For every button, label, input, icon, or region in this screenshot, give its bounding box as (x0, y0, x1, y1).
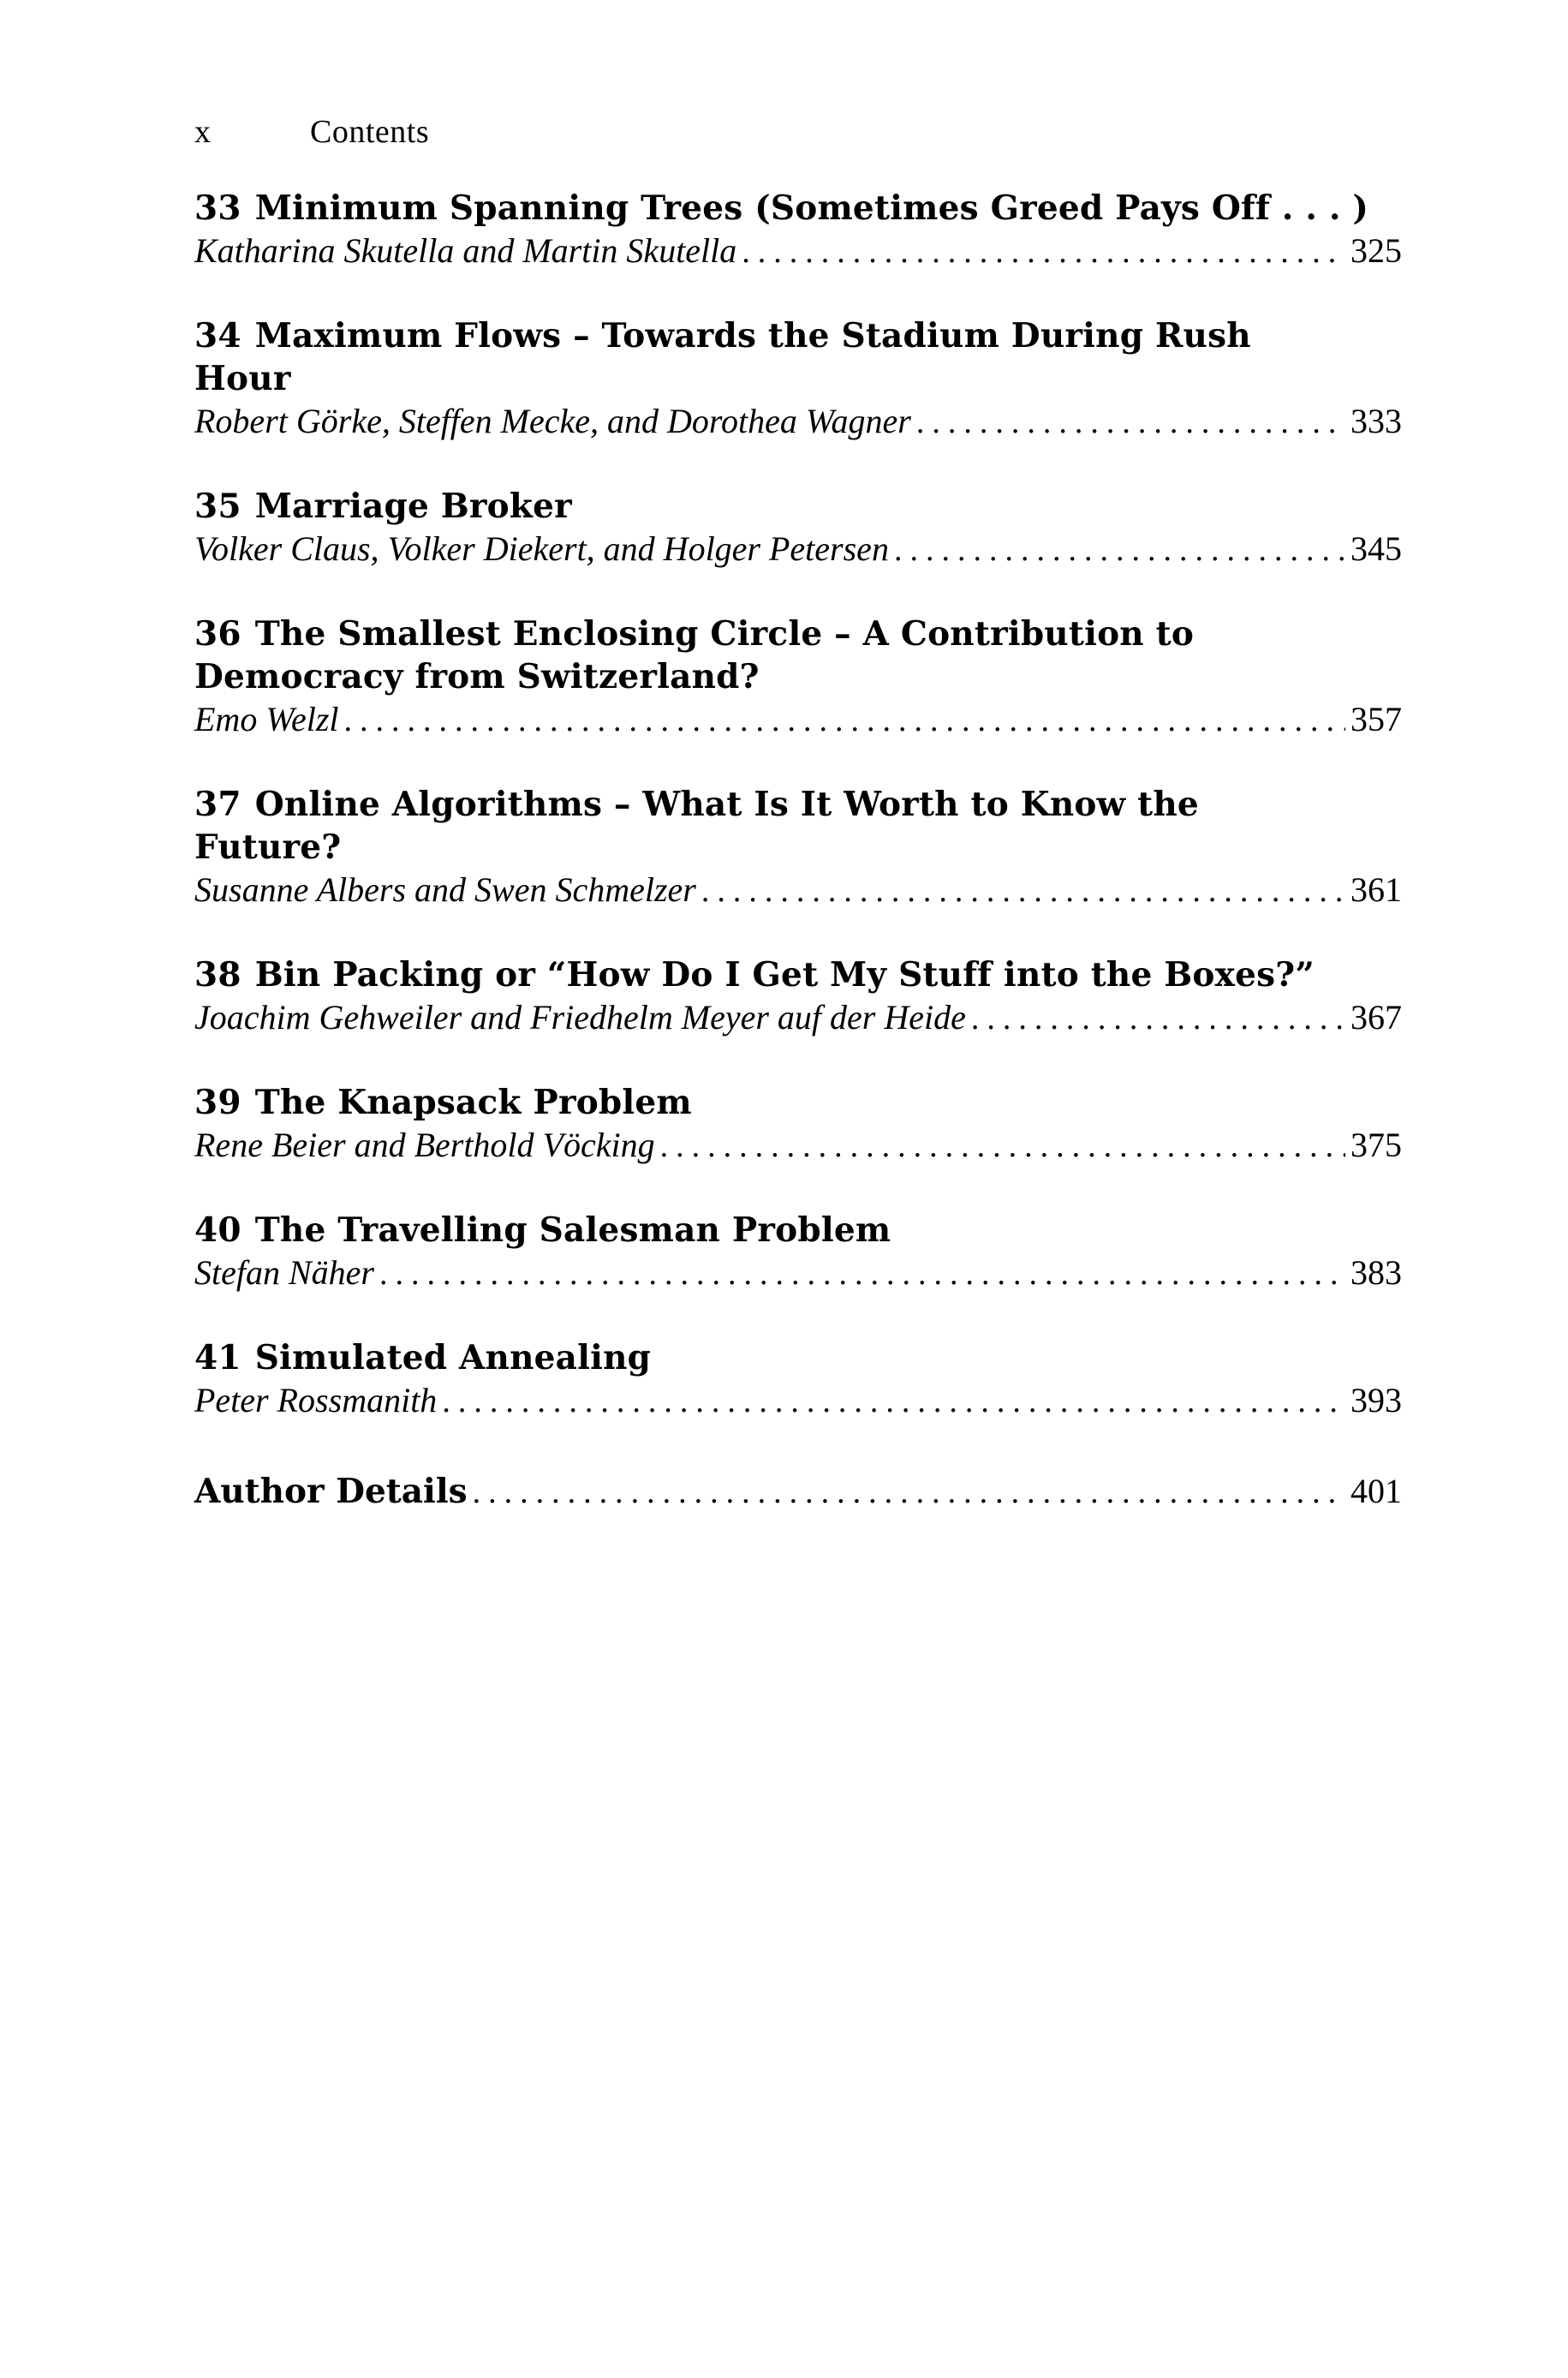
running-head-section: Contents (310, 114, 430, 150)
toc-entry-36 (194, 612, 1402, 742)
chapter-authors: Joachim Gehweiler and Friedhelm Meyer auf der Heide (194, 998, 966, 1037)
chapter-title (194, 187, 1402, 230)
chapter-title (194, 1081, 1402, 1124)
chapter-authors: Peter Rossmanith (194, 1381, 438, 1419)
dot-leader (442, 1380, 1345, 1423)
chapter-page-number: 333 (1350, 402, 1402, 440)
chapter-number: 35 (194, 487, 241, 526)
chapter-number: 38 (194, 955, 241, 995)
chapter-page-number: 357 (1350, 700, 1402, 738)
chapter-authors: Volker Claus, Volker Diekert, and Holger Petersen (194, 529, 889, 568)
dot-leader (473, 1473, 1345, 1511)
author-details-title: Author Details (194, 1472, 468, 1511)
toc-entry-35 (194, 485, 1402, 571)
chapter-title (194, 783, 1273, 869)
chapter-authors-line (194, 1379, 1402, 1423)
dot-leader (344, 699, 1345, 742)
toc-entry-33 (194, 187, 1402, 273)
dot-leader (742, 230, 1345, 273)
dot-leader (894, 529, 1345, 571)
chapter-title (194, 1336, 1402, 1379)
chapter-number: 39 (194, 1083, 241, 1122)
dot-leader (701, 869, 1345, 912)
chapter-page-number: 367 (1350, 998, 1402, 1037)
chapter-title-text: Online Algorithms – What Is It Worth to Know the Future? (194, 785, 1199, 867)
chapter-authors: Rene Beier and Berthold Vöcking (194, 1126, 655, 1164)
chapter-authors-line (194, 1124, 1402, 1168)
author-details-page-number: 401 (1350, 1472, 1402, 1510)
toc-entry-author-details (194, 1471, 1402, 1511)
chapter-authors: Katharina Skutella and Martin Skutella (194, 231, 737, 270)
chapter-title (194, 612, 1265, 698)
chapter-authors-line (194, 698, 1402, 742)
chapter-number: 36 (194, 614, 241, 654)
chapter-title (194, 314, 1299, 400)
toc-entry-34 (194, 314, 1402, 444)
chapter-authors: Stefan Näher (194, 1253, 374, 1292)
chapter-title-text: Minimum Spanning Trees (Sometimes Greed Pays Off . . . ) (254, 188, 1369, 228)
chapter-authors: Robert Görke, Steffen Mecke, and Dorothea Wagner (194, 402, 911, 440)
chapter-title-text: Simulated Annealing (254, 1338, 652, 1377)
chapter-title (194, 1209, 1402, 1252)
chapter-title (194, 953, 1402, 996)
table-of-contents (194, 187, 1402, 1511)
chapter-number: 34 (194, 316, 241, 356)
dot-leader (916, 401, 1345, 444)
chapter-title-text: Marriage Broker (254, 487, 572, 526)
running-head (194, 113, 429, 151)
chapter-page-number: 393 (1350, 1381, 1402, 1419)
chapter-page-number: 375 (1350, 1126, 1402, 1164)
chapter-title-text: The Knapsack Problem (254, 1083, 692, 1122)
chapter-page-number: 325 (1350, 231, 1402, 270)
toc-entry-40 (194, 1209, 1402, 1295)
running-head-page-number: x (194, 114, 212, 150)
chapter-number: 33 (194, 188, 241, 228)
toc-entry-37 (194, 783, 1402, 912)
chapter-authors: Emo Welzl (194, 700, 339, 738)
chapter-number: 37 (194, 785, 241, 824)
chapter-authors: Susanne Albers and Swen Schmelzer (194, 870, 696, 909)
chapter-number: 41 (194, 1338, 241, 1377)
chapter-page-number: 383 (1350, 1253, 1402, 1292)
chapter-authors-line (194, 869, 1402, 912)
chapter-authors-line (194, 400, 1402, 444)
chapter-title-text: The Smallest Enclosing Circle – A Contribution to Democracy from Switzerland? (194, 614, 1195, 696)
chapter-page-number: 361 (1350, 870, 1402, 909)
chapter-authors-line (194, 1252, 1402, 1295)
dot-leader (660, 1125, 1345, 1168)
chapter-authors-line (194, 996, 1402, 1040)
chapter-title-text: Maximum Flows – Towards the Stadium During Rush Hour (194, 316, 1251, 398)
chapter-title (194, 485, 1402, 528)
toc-entry-38 (194, 953, 1402, 1040)
chapter-page-number: 345 (1350, 529, 1402, 568)
dot-leader (379, 1252, 1345, 1295)
dot-leader (971, 997, 1345, 1040)
chapter-title-text: The Travelling Salesman Problem (254, 1210, 891, 1250)
chapter-title-text: Bin Packing or “How Do I Get My Stuff into the Boxes?” (254, 955, 1315, 995)
chapter-number: 40 (194, 1210, 241, 1250)
toc-entry-39 (194, 1081, 1402, 1168)
chapter-authors-line (194, 528, 1402, 571)
chapter-authors-line (194, 230, 1402, 273)
toc-entry-41 (194, 1336, 1402, 1423)
